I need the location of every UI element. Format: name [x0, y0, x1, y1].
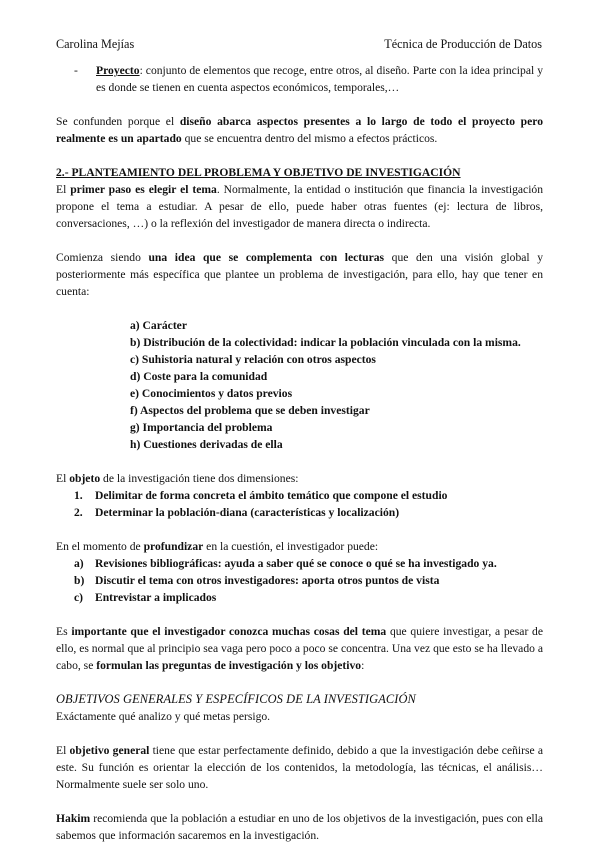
- imp-bold-2: formulan las preguntas de investigación y los objetivo: [96, 659, 362, 672]
- p1-pre: El: [56, 183, 71, 196]
- bullet-body: [96, 62, 543, 96]
- list-item: g) Importancia del problema: [130, 421, 273, 434]
- imp-mid: que quiere investigar, a pesar de ello, es normal que al principio sea vaga pero poco a poco se concentra. Una vez que esto se ha llevado a cabo, se: [56, 625, 543, 672]
- prof-bold: profundizar: [143, 540, 204, 553]
- list-item: c) Suhistoria natural y relación con otros aspectos: [130, 353, 376, 366]
- criteria-list: [56, 317, 543, 453]
- section-2-title: 2.- PLANTEAMIENTO DEL PROBLEMA Y OBJETIVO DE INVESTIGACIÓN: [56, 166, 461, 179]
- header-course: Técnica de Producción de Datos: [384, 37, 542, 51]
- confusion-post: que se encuentra dentro del mismo a efectos prácticos.: [181, 132, 438, 145]
- intro-bullet: [56, 62, 543, 96]
- profundizar-paragraph: [56, 538, 543, 555]
- imp-pre: Es: [56, 625, 72, 638]
- item-text: Revisiones bibliográficas: ayuda a saber qué se conoce o qué se ha investigado ya.: [95, 557, 497, 570]
- confusion-paragraph: [56, 113, 543, 147]
- item-number: c): [74, 591, 84, 604]
- term-proyecto: Proyecto: [96, 64, 140, 77]
- item-text: Delimitar de forma concreta el ámbito temático que compone el estudio: [95, 489, 448, 502]
- dimensions-list: [56, 487, 543, 521]
- importance-paragraph: [56, 623, 543, 674]
- objectives-title: OBJETIVOS GENERALES Y ESPECÍFICOS DE LA INVESTIGACIÓN: [56, 692, 416, 706]
- list-item: a) Carácter: [130, 319, 187, 332]
- list-item: e) Conocimientos y datos previos: [130, 387, 293, 400]
- ideas-paragraph: [56, 249, 543, 300]
- list-item: h) Cuestiones derivadas de ella: [130, 438, 283, 451]
- prof-pre: En el momento de: [56, 540, 144, 553]
- item-number: 2.: [74, 506, 83, 519]
- list-item: [74, 487, 543, 504]
- gen-post: tiene que estar perfectamente definido, debido a que la investigación debe ceñirse a este. Su función es orientar la elección de los contenidos, la metodología, las técnicas, el análisis… Normalmente suele ser solo uno.: [56, 744, 543, 791]
- hakim-post: recomienda que la población a estudiar en uno de los objetivos de la investigación, pues con ella sabemos que información sacaremos en la investigación.: [56, 812, 543, 842]
- objeto-paragraph: [56, 470, 543, 487]
- page-header: [56, 37, 542, 52]
- item-number: b): [74, 574, 85, 587]
- gen-pre: El: [56, 744, 70, 757]
- first-step-paragraph: [56, 181, 543, 232]
- hakim-paragraph: [56, 810, 543, 844]
- header-author: Carolina Mejías: [56, 37, 135, 51]
- confusion-bold: diseño abarca aspectos presentes a lo largo de todo el proyecto pero realmente es un apartado: [56, 115, 544, 145]
- page-content: [56, 62, 543, 844]
- confusion-pre: Se confunden porque el: [56, 115, 180, 128]
- actions-list: [56, 555, 543, 606]
- general-objective-paragraph: [56, 742, 543, 793]
- list-item: [74, 555, 543, 572]
- item-number: 1.: [74, 489, 83, 502]
- list-item: [74, 504, 543, 521]
- term-proyecto-definition: : conjunto de elementos que recoge, entre otros, al diseño. Parte con la idea principal y es donde se tienen en cuenta aspectos económicos, temporales,…: [96, 64, 543, 94]
- p1-bold: primer paso es elegir el tema: [70, 183, 217, 196]
- list-item: [74, 589, 543, 606]
- objeto-post: de la investigación tiene dos dimensiones:: [100, 472, 299, 485]
- item-text: Discutir el tema con otros investigadores: aporta otros puntos de vista: [95, 574, 440, 587]
- objeto-bold: objeto: [69, 472, 101, 485]
- p2-post: que den una visión global y posteriormente más específica que plantee un problema de investigación, para ello, hay que tener en cuenta:: [56, 251, 544, 298]
- list-item: b) Distribución de la colectividad: indicar la población vinculada con la misma.: [130, 336, 521, 349]
- item-number: a): [74, 557, 84, 570]
- objeto-pre: El: [56, 472, 70, 485]
- list-item: d) Coste para la comunidad: [130, 370, 268, 383]
- p2-bold: una idea que se complementa con lecturas: [148, 251, 385, 264]
- bullet-mark: -: [74, 64, 78, 77]
- objectives-subtitle: Exáctamente qué analizo y qué metas persigo.: [56, 710, 271, 723]
- list-item: f) Aspectos del problema que se deben investigar: [130, 404, 370, 417]
- gen-bold: objetivo general: [69, 744, 150, 757]
- prof-post: en la cuestión, el investigador puede:: [203, 540, 379, 553]
- hakim-bold: Hakim: [56, 812, 91, 825]
- p2-pre: Comienza siendo: [56, 251, 149, 264]
- list-item: [74, 572, 543, 589]
- item-text: Entrevistar a implicados: [95, 591, 217, 604]
- p1-post: . Normalmente, la entidad o institución que financia la investigación propone el tema a estudiar. A pesar de ello, puede haber otras fuentes (ej: lectura de libros, conversaciones, …) o la reflexión del investigador de manera directa o indirecta.: [56, 183, 544, 230]
- imp-post: :: [361, 659, 365, 672]
- imp-bold: importante que el investigador conozca muchas cosas del tema: [71, 625, 387, 638]
- item-text: Determinar la población-diana (características y localización): [95, 506, 400, 519]
